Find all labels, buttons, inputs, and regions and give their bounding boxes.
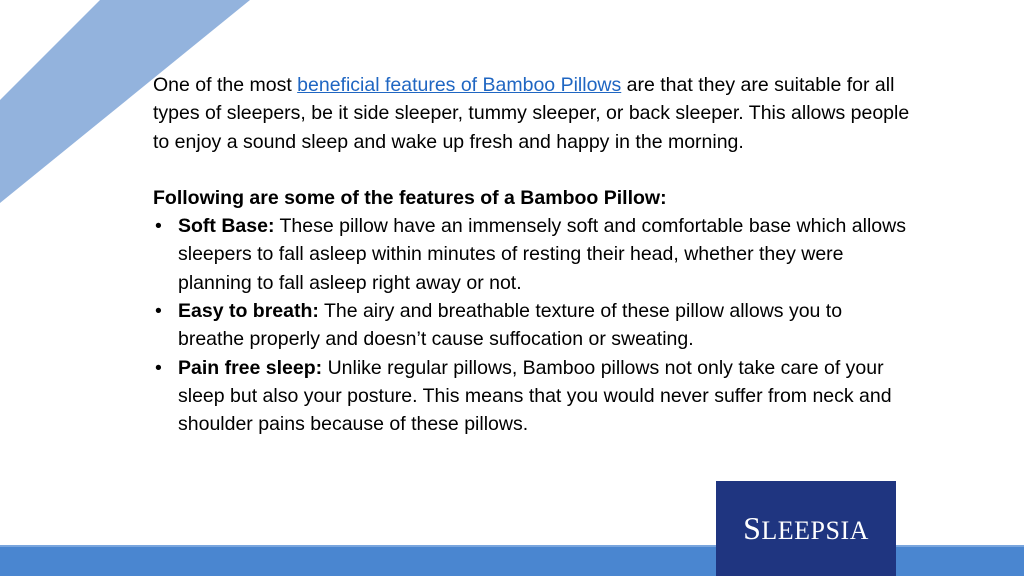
logo-first-letter: S [743, 510, 762, 546]
feature-text: These pillow have an immensely soft and comfortable base which allows sleepers to fall asleep within minutes of resting their head, whether they were planning to fall asleep right away or not. [178, 215, 906, 294]
feature-title: Soft Base: [178, 215, 275, 238]
slide-content [153, 71, 913, 439]
list-item [153, 212, 913, 297]
logo-rest: LEEPSIA [761, 516, 869, 545]
bullet-icon: • [155, 300, 162, 323]
features-list [153, 212, 913, 438]
bullet-icon: • [155, 215, 162, 238]
feature-title: Easy to breath: [178, 300, 319, 323]
logo-text [743, 510, 869, 547]
feature-text: Unlike regular pillows, Bamboo pillows not only take care of your sleep but also your posture. This means that you would never suffer from neck and shoulder pains because of these pillows. [178, 356, 892, 436]
intro-suffix: are that they are suitable for all types of sleepers, be it side sleeper, tummy sleeper, or back sleeper. This allows people to enjoy a sound sleep and wake up fresh and happy in the morning. [153, 74, 910, 153]
feature-text: The airy and breathable texture of these pillow allows you to breathe properly and doesn’t cause suffocation or sweating. [178, 300, 843, 351]
bullet-icon: • [155, 356, 162, 379]
list-item [153, 297, 913, 354]
features-heading: Following are some of the features of a Bamboo Pillow: [153, 186, 667, 209]
intro-paragraph [153, 71, 913, 156]
bamboo-pillows-link[interactable]: beneficial features of Bamboo Pillows [297, 74, 622, 96]
intro-prefix: One of the most [153, 74, 298, 96]
feature-title: Pain free sleep: [178, 356, 323, 379]
sleepsia-logo [716, 481, 896, 576]
list-item [153, 354, 913, 439]
